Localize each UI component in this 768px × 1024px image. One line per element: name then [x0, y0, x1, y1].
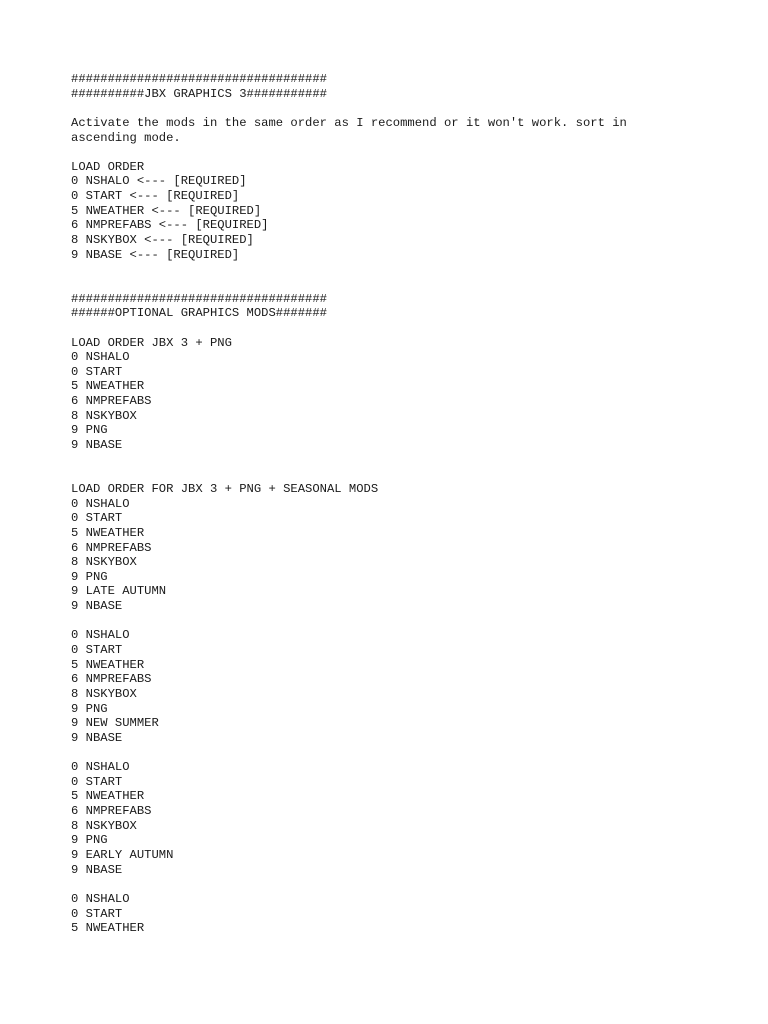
text-line: 0 NSHALO: [71, 350, 130, 365]
blank-line: [71, 614, 731, 629]
text-line: 6 NMPREFABS <--- [REQUIRED]: [71, 218, 269, 233]
blank-line: [71, 877, 731, 892]
text-line: 0 START: [71, 511, 123, 526]
text-line: 6 NMPREFABS: [71, 394, 152, 409]
text-line: 5 NWEATHER: [71, 921, 145, 936]
text-line: LOAD ORDER: [71, 159, 145, 174]
text-line: 8 NSKYBOX: [71, 686, 137, 701]
blank-line: [71, 101, 731, 116]
text-line: 9 PNG: [71, 423, 108, 438]
text-line: 0 START <--- [REQUIRED]: [71, 189, 240, 204]
text-line: 5 NWEATHER: [71, 379, 145, 394]
blank-line: [71, 262, 731, 277]
text-line: 0 NSHALO: [71, 496, 130, 511]
text-line: LOAD ORDER JBX 3 + PNG: [71, 335, 232, 350]
text-line: 8 NSKYBOX <--- [REQUIRED]: [71, 233, 254, 248]
text-line: 0 START: [71, 364, 123, 379]
text-line: ###################################: [71, 291, 327, 306]
text-line: 9 PNG: [71, 569, 108, 584]
text-line: 8 NSKYBOX: [71, 818, 137, 833]
text-line: 9 NEW SUMMER: [71, 716, 159, 731]
text-line: Activate the mods in the same order as I recommend or it won't work. sort in: [71, 115, 627, 130]
text-line: 5 NWEATHER: [71, 789, 145, 804]
text-line: 5 NWEATHER: [71, 525, 145, 540]
text-line: 8 NSKYBOX: [71, 555, 137, 570]
text-line: 9 NBASE: [71, 730, 123, 745]
text-line: ###################################: [71, 72, 327, 86]
text-line: 9 NBASE <--- [REQUIRED]: [71, 247, 240, 262]
text-line: 6 NMPREFABS: [71, 804, 152, 819]
text-line: 0 NSHALO <--- [REQUIRED]: [71, 174, 247, 189]
text-line: 9 NBASE: [71, 599, 123, 614]
text-line: LOAD ORDER FOR JBX 3 + PNG + SEASONAL MODS: [71, 481, 379, 496]
text-line: 6 NMPREFABS: [71, 672, 152, 687]
blank-line: [71, 145, 731, 160]
document-page: [71, 72, 731, 936]
text-line: 0 NSHALO: [71, 628, 130, 643]
text-line: 9 LATE AUTUMN: [71, 584, 167, 599]
blank-line: [71, 321, 731, 336]
text-line: 9 PNG: [71, 701, 108, 716]
blank-line: [71, 467, 731, 482]
text-line: 9 PNG: [71, 833, 108, 848]
text-line: 5 NWEATHER: [71, 657, 145, 672]
text-line: 0 START: [71, 642, 123, 657]
blank-line: [71, 453, 731, 468]
text-line: 5 NWEATHER <--- [REQUIRED]: [71, 203, 262, 218]
blank-line: [71, 745, 731, 760]
text-line: 6 NMPREFABS: [71, 540, 152, 555]
text-line: 0 START: [71, 774, 123, 789]
text-line: 9 NBASE: [71, 438, 123, 453]
text-line: 9 NBASE: [71, 862, 123, 877]
text-line: 9 EARLY AUTUMN: [71, 847, 174, 862]
text-line: ascending mode.: [71, 130, 181, 145]
text-line: 0 NSHALO: [71, 891, 130, 906]
text-line: 0 NSHALO: [71, 760, 130, 775]
blank-line: [71, 277, 731, 292]
text-line: ######OPTIONAL GRAPHICS MODS#######: [71, 306, 327, 321]
text-line: ##########JBX GRAPHICS 3###########: [71, 86, 327, 101]
text-line: 0 START: [71, 906, 123, 921]
text-line: 8 NSKYBOX: [71, 408, 137, 423]
